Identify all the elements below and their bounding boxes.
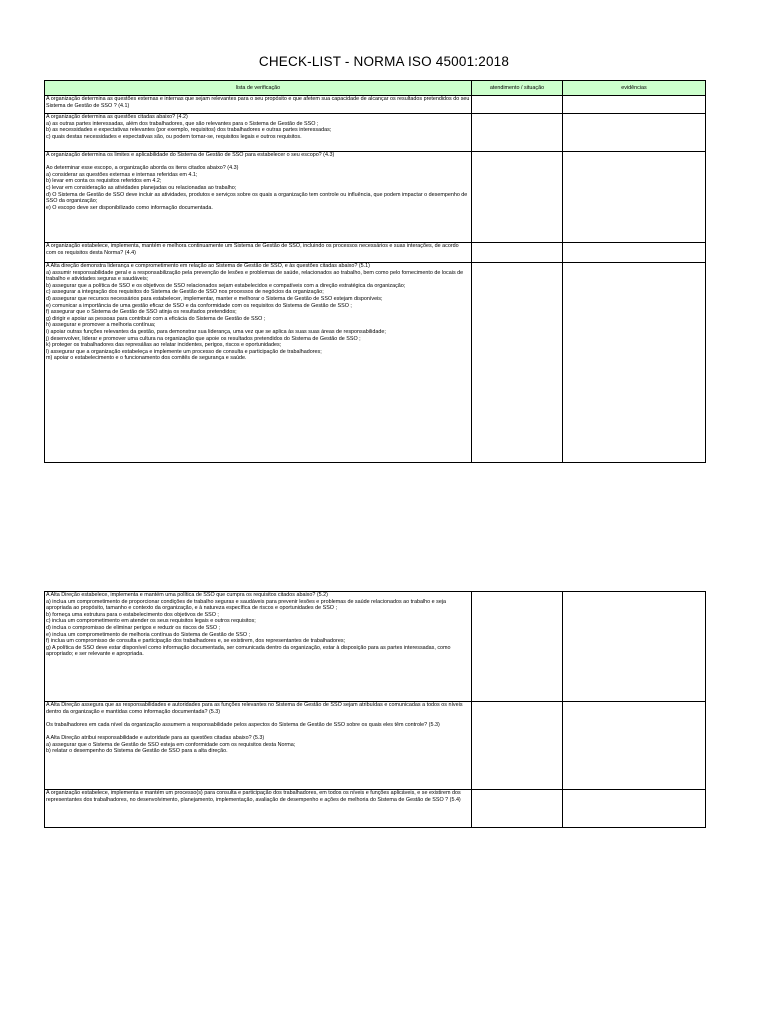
table-row (45, 790, 706, 828)
status-cell[interactable] (472, 96, 563, 114)
evidence-cell[interactable] (563, 96, 706, 114)
header-checklist: lista de verificação (45, 81, 472, 96)
evidence-cell[interactable] (563, 152, 706, 243)
evidence-cell[interactable] (563, 263, 706, 463)
table-row (45, 702, 706, 790)
evidence-cell[interactable] (563, 592, 706, 702)
table-row (45, 152, 706, 243)
status-cell[interactable] (472, 702, 563, 790)
question-cell: A Alta direção demonstra liderança e comprometimento em relação ao Sistema de Gestão de SSO, e às questões citadas abaixo? (5.1) a) assumir responsabilidade geral e a responsabilização pela prevenção de lesões e problemas de saúde, relacionados ao trabalho, bem como pelo fornecimento de locais de trabalho e atividades seguras e saudáveis; b) assegurar que a política de SSO e os objetivos de SSO relacionados sejam estabelecidos e compatíveis com a direção estratégica da organização; c) assegurar a integração dos requisitos do Sistema de Gestão de SSO nos processos de negócios da organização; d) assegurar que recursos necessários para estabelecer, implementar, manter e melhorar o Sistema de Gestão de SSO estejam disponíveis; e) comunicar a importância de uma gestão eficaz de SSO e da conformidade com os requisitos do Sistema de Gestão de SSO ; f) assegurar que o Sistema de Gestão de SSO atinja os resultados pretendidos; g) dirigir e apoiar as pessoas para contribuir com a eficácia do Sistema de Gestão de SSO ; h) assegurar e promover a melhoria contínua; i) apoiar outras funções relevantes da gestão, para demonstrar sua liderança, uma vez que se aplica às suas suas áreas de responsabilidade; j) desenvolver, liderar e promover uma cultura na organização que apoie os resultados pretendidos do Sistema de Gestão de SSO ; k) proteger os trabalhadores das represálias ao relatar incidentes, perigos, riscos e oportunidades; l) assegurar que a organização estabeleça e implemente um processo de consulta e participação de trabalhadores; m) apoiar o estabelecimento e o funcionamento dos comitês de segurança e saúde. (45, 263, 472, 463)
question-cell: A Alta Direção assegura que as responsabilidades e autoridades para as funções relevantes no Sistema de Gestão de SSO sejam atribuídas e comunicadas a todos os níveis dentro da organização e mantidas como informação documentada? (5.3) Os trabalhadores em cada nível da organização assumem a responsabilidade pelos aspectos do Sistema de Gestão de SSO sobre os quais eles têm controle? (5.3) A Alta Direção atribui responsabilidade e autoridade para as questões citadas abaixo? (5.3) a) assegurar que o Sistema de Gestão de SSO esteja em conformidade com os requisitos desta Norma; b) relatar o desempenho do Sistema de Gestão de SSO para a alta direção. (45, 702, 472, 790)
table-row (45, 243, 706, 263)
checklist-table-1 (44, 80, 706, 463)
status-cell[interactable] (472, 114, 563, 152)
checklist-table-2 (44, 591, 706, 828)
question-cell: A organização determina as questões citadas abaixo? (4.2) a) as outras partes interessadas, além dos trabalhadores, que são relevantes para o Sistema de Gestão de SSO ; b) as necessidades e expectativas relevantes (por exemplo, requisitos) dos trabalhadores e outras partes interessadas; c) quais destas necessidades e expectativas são, ou podem tornar-se, requisitos legais e outros requisitos. (45, 114, 472, 152)
status-cell[interactable] (472, 592, 563, 702)
evidence-cell[interactable] (563, 243, 706, 263)
evidence-cell[interactable] (563, 114, 706, 152)
header-evidence: evidências (563, 81, 706, 96)
question-cell: A organização determina as questões externas e internas que sejam relevantes para o seu propósito e que afetem sua capacidade de alcançar os resultados pretendidos do seu Sistema de Gestão de SSO ? (4.1) (45, 96, 472, 114)
evidence-cell[interactable] (563, 790, 706, 828)
question-cell: A organização estabelece, implementa, mantém e melhora continuamente um Sistema de Gestão de SSO, incluindo os processos necessários e suas interações, de acordo com os requisitos desta Norma? (4.4) (45, 243, 472, 263)
header-row (45, 81, 706, 96)
status-cell[interactable] (472, 263, 563, 463)
question-cell: A organização determina os limites e aplicabilidade do Sistema de Gestão de SSO para estabelecer o seu escopo? (4.3) Ao determinar esse escopo, a organização aborda os itens citados abaixo? (4.3) a) considerar as questões externas e internas referidas em 4.1; b) levar em conta os requisitos referidos em 4.2; c) levar em consideração as atividades planejadas ou relacionadas ao trabalho; d) O Sistema de Gestão de SSO deve incluir as atividades, produtos e serviços sobre os quais a organização tem controle ou influência, que podem impactar o desempenho de SSO da organização; e) O escopo deve ser disponibilizado como informação documentada. (45, 152, 472, 243)
question-cell: A Alta Direção estabelece, implementa e mantém uma política de SSO que cumpra os requisitos citados abaixo? (5.2) a) inclua um comprometimento de proporcionar condições de trabalho seguras e saudáveis para prevenir lesões e problemas de saúde relacionados ao trabalho e seja apropriada ao propósito, tamanho e contexto da organização, e à natureza específica de riscos e oportunidades de SSO ; b) forneça uma estrutura para o estabelecimento dos objetivos de SSO ; c) inclua um comprometimento em atender os seus requisitos legais e outros requisitos; d) inclua o compromisso de eliminar perigos e reduzir os riscos de SSO ; e) inclua um comprometimento de melhoria contínua do Sistema de Gestão de SSO ; f) inclua um compromisso de consulta e participação dos trabalhadores e, se existirem, dos representantes de trabalhadores; g) A política de SSO deve estar disponível como informação documentada, ser comunicada dentro da organização, estar à disposição para as partes interessadas, como apropriado; e ser relevante e apropriada. (45, 592, 472, 702)
status-cell[interactable] (472, 790, 563, 828)
table-row (45, 592, 706, 702)
header-status: atendimento / situação (472, 81, 563, 96)
status-cell[interactable] (472, 152, 563, 243)
status-cell[interactable] (472, 243, 563, 263)
question-cell: A organização estabelece, implementa e mantém um processo(s) para consulta e participação dos trabalhadores, em todos os níveis e funções aplicáveis, e se existirem dos representantes dos trabalhadores, no desenvolvimento, planejamento, implementação, avaliação de desempenho e ações de melhoria do Sistema de Gestão de SSO ? (5.4) (45, 790, 472, 828)
page-title: CHECK-LIST - NORMA ISO 45001:2018 (258, 54, 510, 69)
evidence-cell[interactable] (563, 702, 706, 790)
table-row (45, 96, 706, 114)
table-row (45, 114, 706, 152)
table-row (45, 263, 706, 463)
